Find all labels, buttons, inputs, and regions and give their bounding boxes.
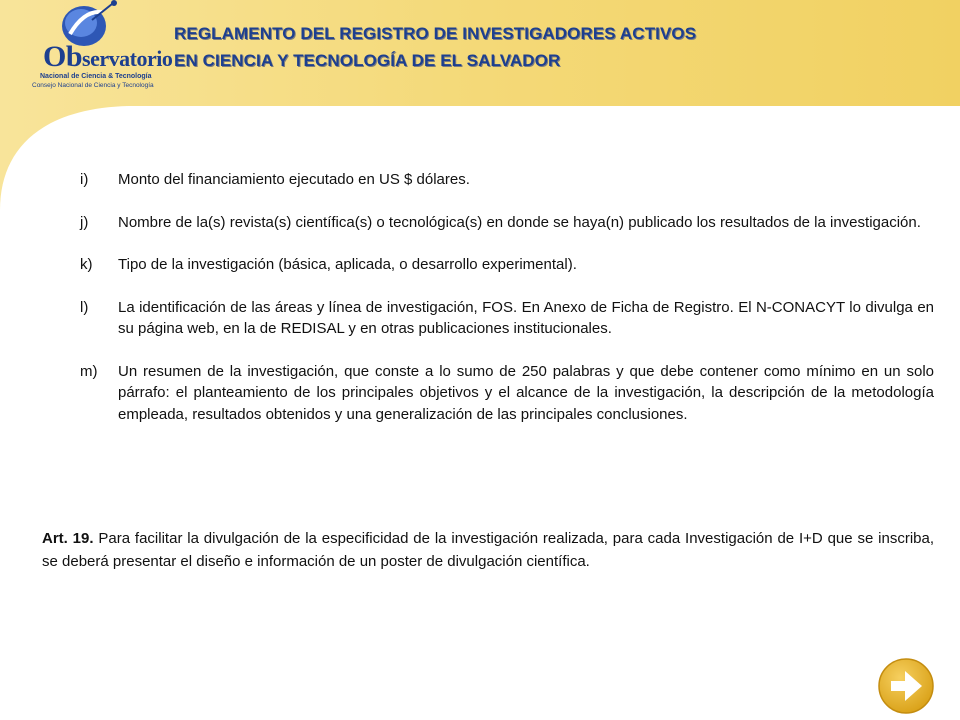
list-item [80,212,934,234]
list-item-text: Nombre de la(s) revista(s) científica(s) o tecnológica(s) en donde se haya(n) publicado los resultados de la investigación. [118,213,921,231]
article-19-paragraph [42,527,934,573]
list-item [80,297,934,340]
list-item-text: Tipo de la investigación (básica, aplicada, o desarrollo experimental). [118,256,577,273]
title-line-1: REGLAMENTO DEL REGISTRO DE INVESTIGADORES ACTIVOS [174,24,697,43]
list-item [80,254,934,276]
list-item-text: La identificación de las áreas y línea de investigación, FOS. En Anexo de Ficha de Registro. El N-CONACYT lo divulga en su página web, en la de REDISAL y en otras publicaciones institucionales. [118,298,934,337]
list-marker: l) [80,298,89,316]
list-marker: i) [80,171,89,188]
article-text: Para facilitar la divulgación de la especificidad de la investigación realizada, para cada Investigación de I+D que se inscriba, se deberá presentar el diseño e información de un poster de divulgación científica. [42,530,935,570]
page-title [174,20,874,74]
logo-subtitle: Nacional de Ciencia & Tecnología [40,73,152,80]
list-marker: j) [80,213,89,231]
list-item-text: Un resumen de la investigación, que conste a lo sumo de 250 palabras y que debe contener como mínimo en un solo párrafo: el planteamiento de los principales objetivos y el alcance de la investigación, la descripción de la metodología empleada, resultados obtenidos y una generalización de las principales conclusiones. [118,362,934,423]
title-line-2: EN CIENCIA Y TECNOLOGÍA DE EL SALVADOR [174,51,561,70]
next-slide-button[interactable] [877,657,935,715]
list-marker: k) [80,256,93,273]
list-item-text: Monto del financiamiento ejecutado en US $ dólares. [118,171,470,188]
list-marker: m) [80,362,98,380]
list-item [80,169,934,191]
logo-wordmark: Observatorio [43,40,173,73]
list-item [80,361,934,426]
logo-subtitle-2: Consejo Nacional de Ciencia y Tecnología [32,82,154,89]
requirements-list [80,169,934,425]
observatorio-logo [30,0,180,100]
article-label: Art. 19. [42,530,94,547]
